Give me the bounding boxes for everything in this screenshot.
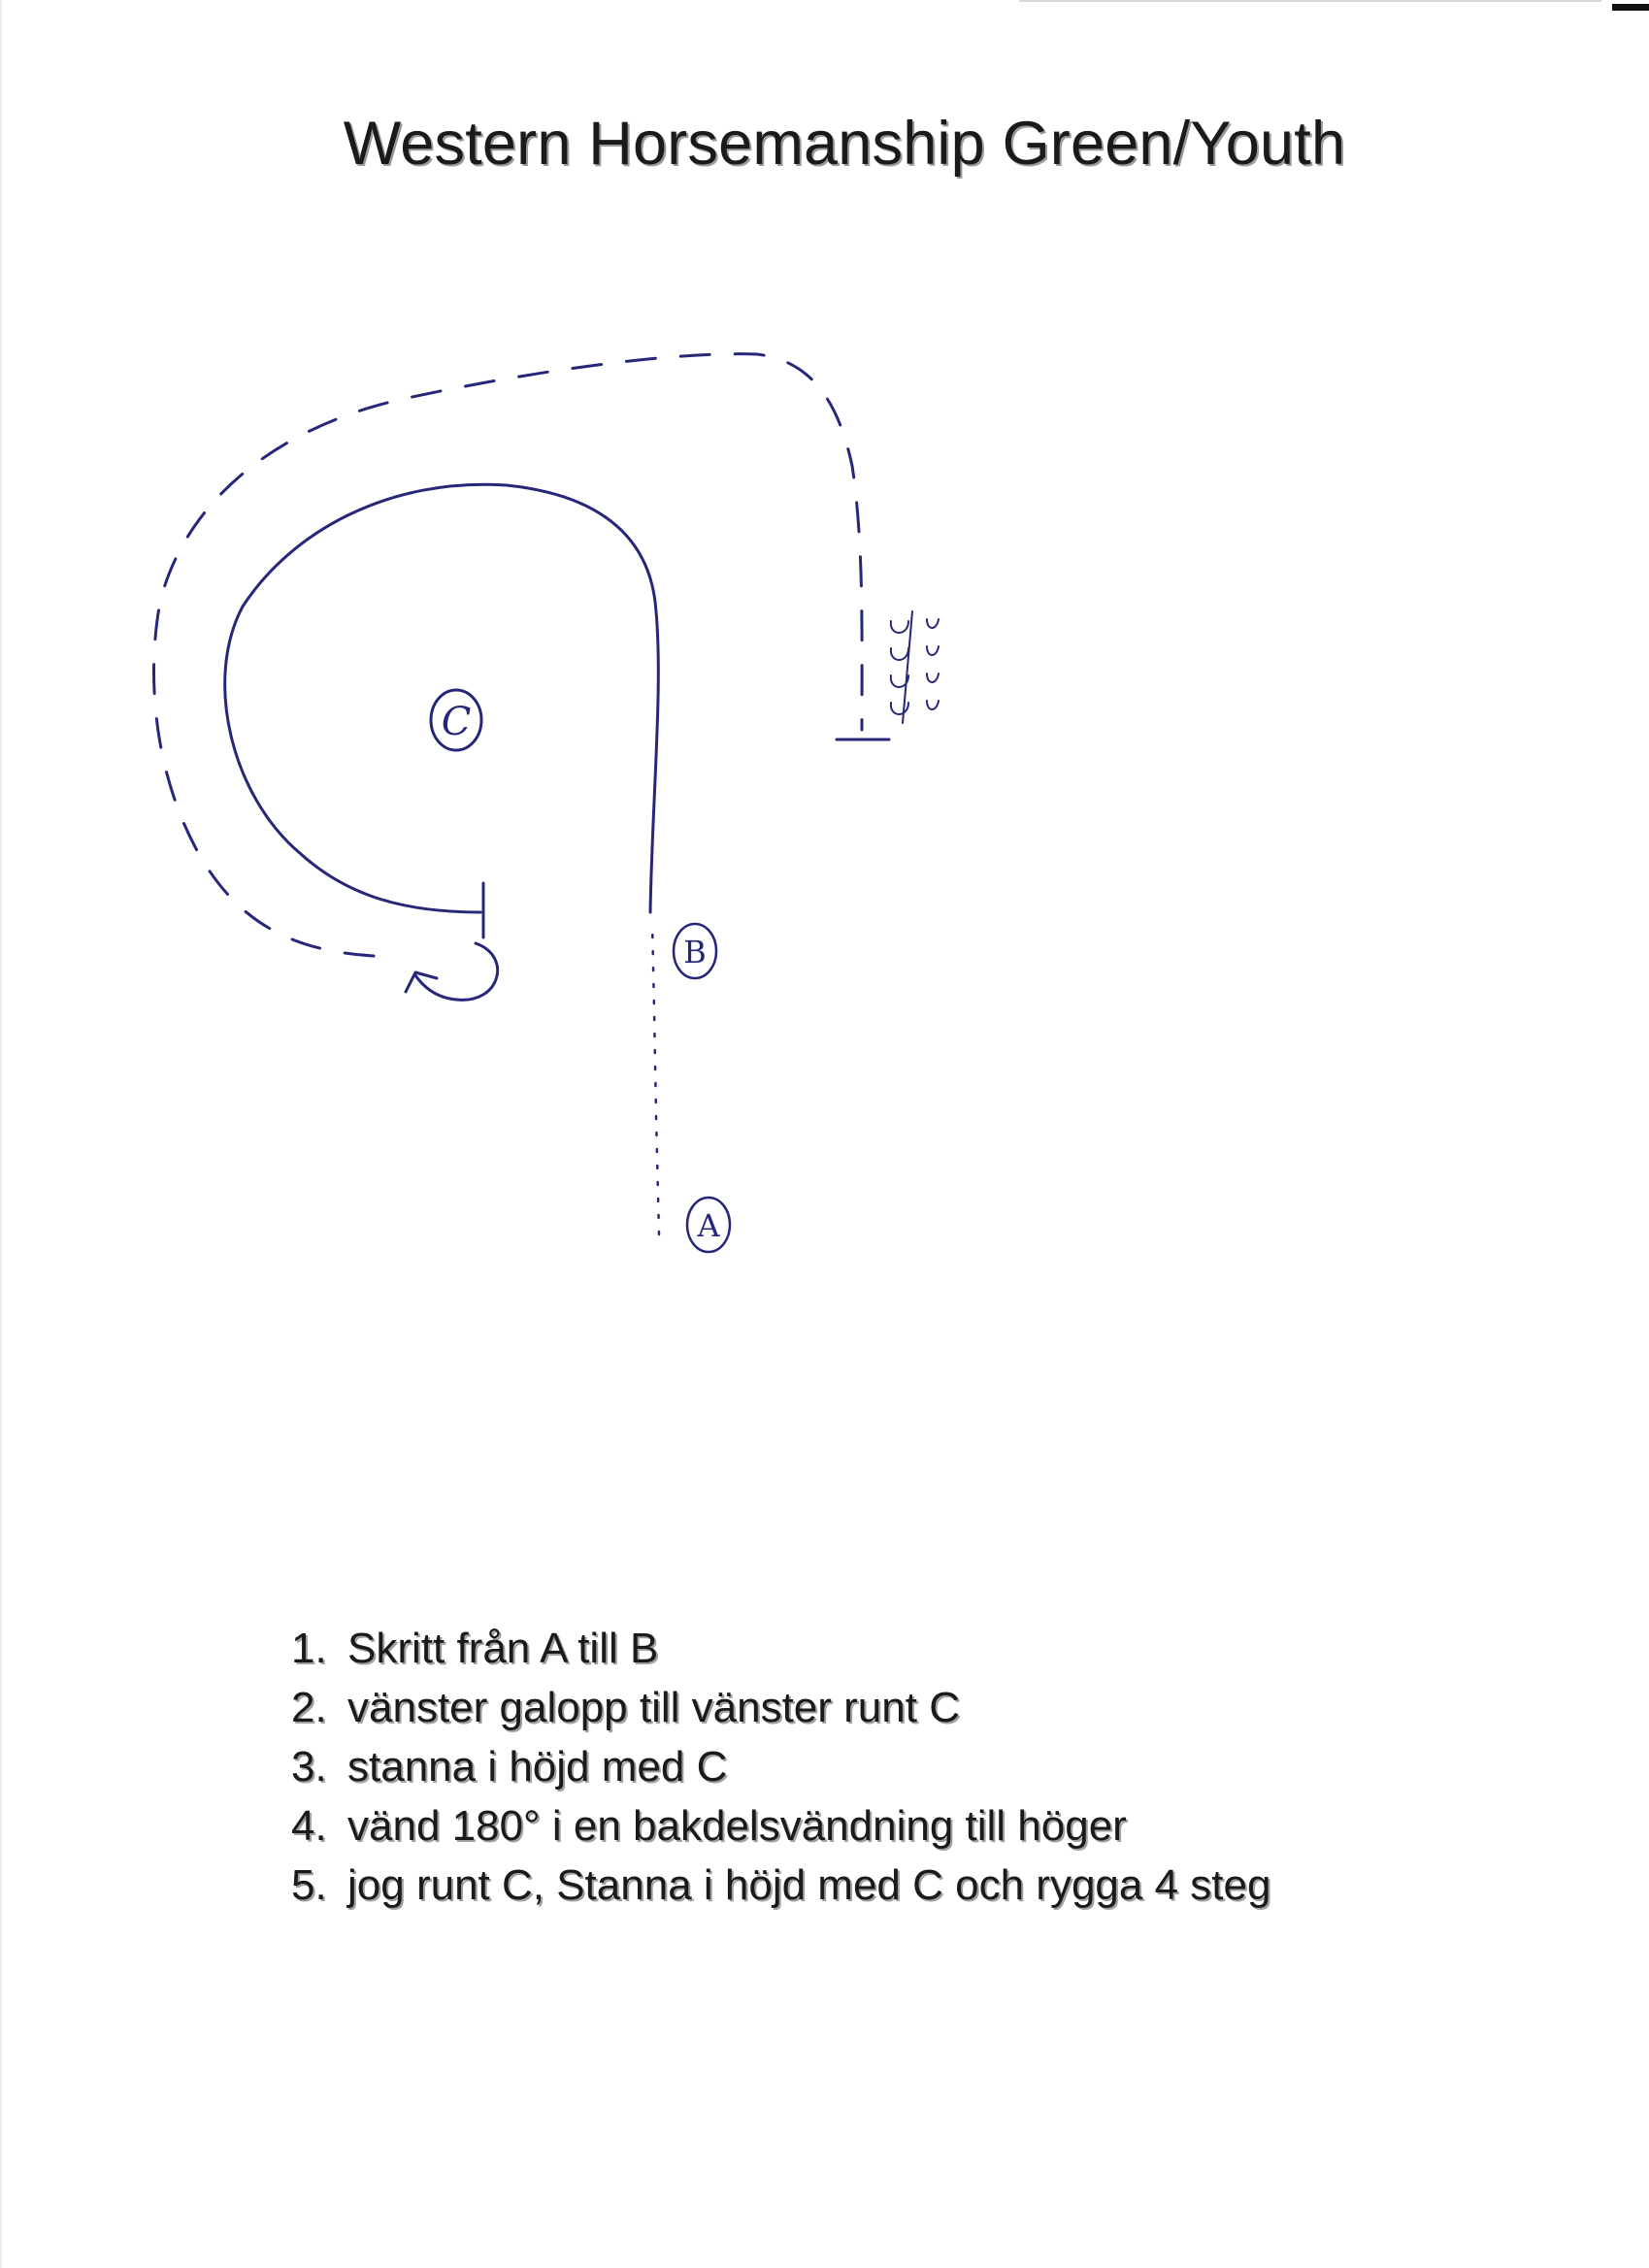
instruction-step [291, 1678, 1270, 1737]
turn-arrow [415, 943, 498, 1000]
instruction-list [291, 1619, 1270, 1915]
step-text: Skritt från A till B [347, 1625, 659, 1672]
lope-path-solid [225, 484, 659, 912]
instruction-step [291, 1796, 1270, 1856]
backup-hoof-marks [891, 611, 939, 723]
step-text: vänd 180° i en bakdelsvändning till höger [347, 1802, 1127, 1850]
instruction-step [291, 1856, 1270, 1915]
step-number: 5. [291, 1861, 327, 1909]
marker-b-label: B [683, 934, 707, 970]
page-title: Western Horsemanship Green/Youth [343, 110, 1346, 178]
step-text: vänster galopp till vänster runt C [347, 1684, 960, 1731]
instruction-step [291, 1737, 1270, 1796]
instruction-step [291, 1619, 1270, 1678]
marker-c-label: C [441, 700, 472, 744]
jog-path-dashed [153, 354, 862, 956]
step-text: jog runt C, Stanna i höjd med C och rygga 4 steg [347, 1861, 1271, 1909]
marker-a-label: A [697, 1207, 720, 1244]
step-number: 1. [291, 1625, 327, 1672]
step-text: stanna i höjd med C [347, 1743, 728, 1791]
step-number: 3. [291, 1743, 327, 1791]
walk-path-dotted [652, 922, 659, 1234]
step-number: 4. [291, 1802, 327, 1850]
step-number: 2. [291, 1684, 327, 1731]
